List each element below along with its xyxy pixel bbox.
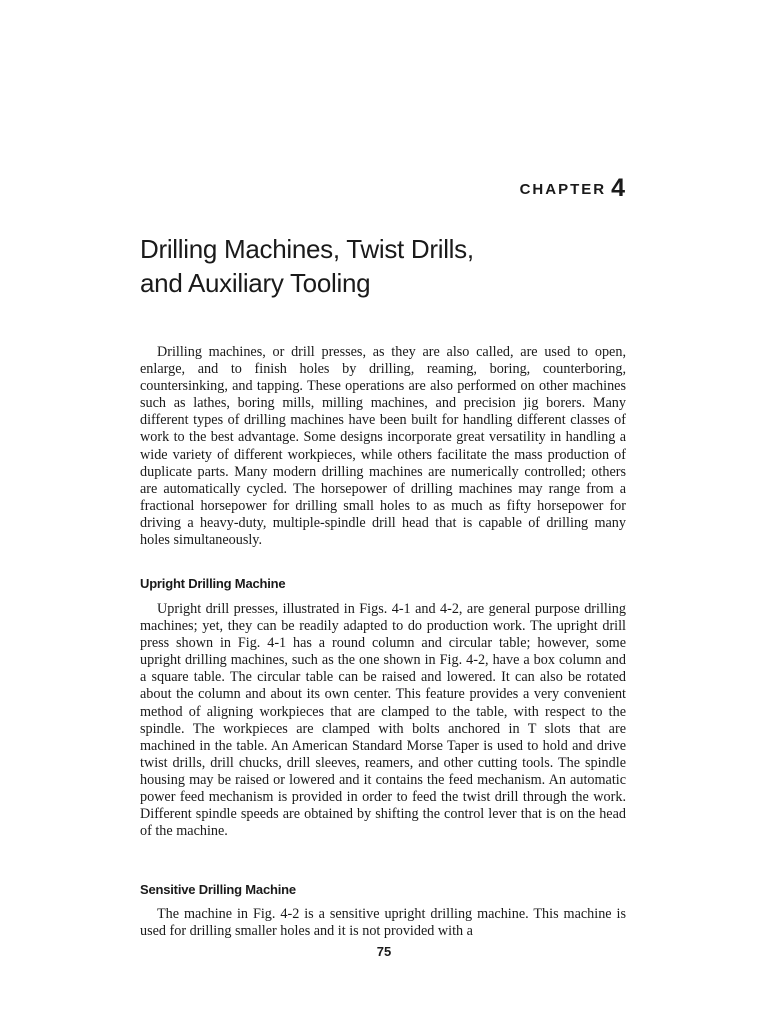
chapter-title-line-2: and Auxiliary Tooling — [140, 268, 371, 298]
chapter-heading — [520, 174, 625, 203]
chapter-label: CHAPTER — [519, 181, 607, 198]
page-number: 75 — [376, 944, 392, 959]
sensitive-paragraph: The machine in Fig. 4-2 is a sensitive upright drilling machine. This machine is used for drilling smaller holes and it is not provided with a — [140, 906, 626, 940]
chapter-title-line-1: Drilling Machines, Twist Drills, — [140, 234, 474, 264]
section-heading-sensitive: Sensitive Drilling Machine — [140, 882, 296, 897]
chapter-number: 4 — [611, 174, 625, 202]
section-heading-upright: Upright Drilling Machine — [140, 576, 286, 591]
upright-paragraph: Upright drill presses, illustrated in Figs. 4-1 and 4-2, are general purpose drilling machines; yet, they can be readily adapted to do production work. The upright drill press shown in Fig. 4-1 has a round column and circular table; however, some upright drilling machines, such as the one shown in Fig. 4-2, have a box column and a square table. The circular table can be raised and lowered. It can also be rotated about the column and about its own center. This feature provides a very convenient method of aligning workpieces that are clamped to the table, with respect to the spindle. The workpieces are clamped with bolts anchored in T slots that are machined in the table. An American Standard Morse Taper is used to hold and drive twist drills, drill chucks, drill sleeves, reamers, and other cutting tools. The spindle housing may be raised or lowered and it contains the feed mechanism. An automatic power feed mechanism is provided in order to feed the twist drill through the work. Different spindle speeds are obtained by shifting the control lever that is on the head of the machine. — [140, 601, 626, 840]
chapter-title — [140, 232, 640, 300]
intro-paragraph: Drilling machines, or drill presses, as they are also called, are used to open, enlarge, and to finish holes by drilling, reaming, boring, counterboring, countersinking, and tapping. These operations are also performed on other machines such as lathes, boring mills, milling machines, and precision jig borers. Many different types of drilling machines have been built for handling different classes of work to the best advantage. Some designs incorporate great versatility in handling a wide variety of different workpieces, while others facilitate the mass production of duplicate parts. Many modern drilling machines are numerically controlled; others are automatically cycled. The horsepower of drilling machines may range from a fractional horsepower for drilling small holes to as much as fifty horsepower for driving a heavy-duty, multiple-spindle drill head that is capable of drilling many holes simultaneously. — [140, 344, 626, 549]
